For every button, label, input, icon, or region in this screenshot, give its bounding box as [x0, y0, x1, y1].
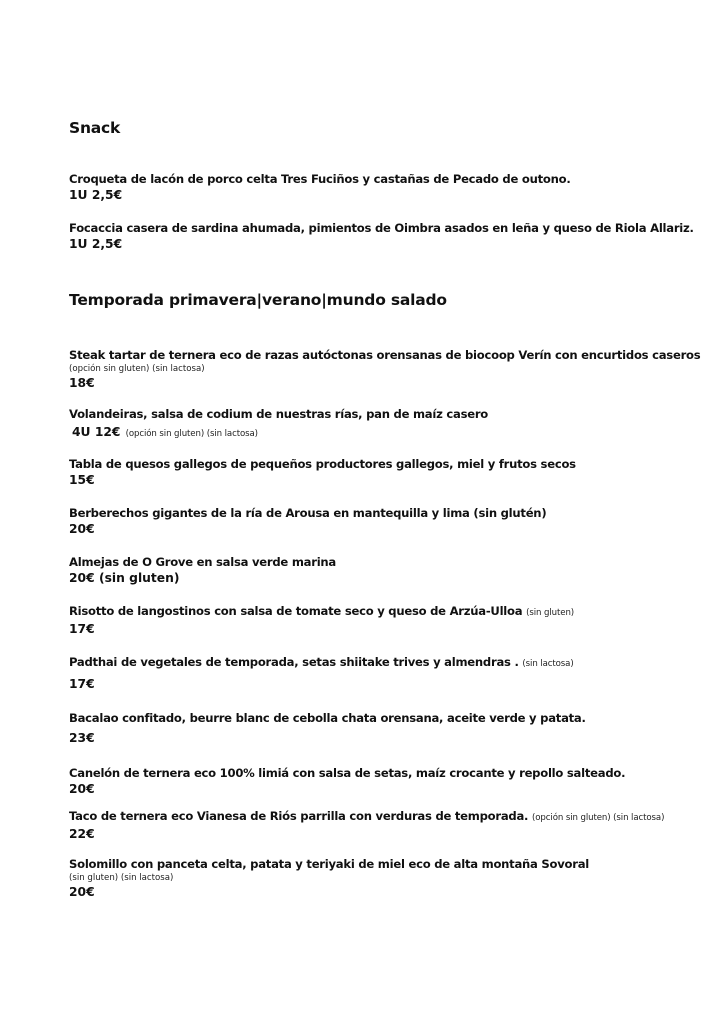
menu-item [69, 766, 714, 798]
menu-item [69, 221, 714, 253]
item-price: 1U 2,5€ [69, 188, 123, 202]
item-name: Berberechos gigantes de la ría de Arousa en mantequilla y lima (sin glutén) [69, 506, 547, 520]
item-name-line [69, 809, 714, 826]
item-price: 20€ (sin gluten) [69, 571, 180, 585]
menu-item [69, 857, 714, 901]
menu-item [69, 711, 714, 747]
menu-item [69, 604, 714, 638]
item-price: 4U 12€ [72, 425, 121, 439]
item-dietary-note: (sin gluten) [526, 608, 575, 618]
item-name: Almejas de O Grove en salsa verde marina [69, 555, 336, 569]
item-price: 20€ [69, 782, 95, 796]
item-name: Steak tartar de ternera eco de razas autóctonas orensanas de biocoop Verín con encurtidos caseros [69, 348, 701, 362]
section-title-temporada: Temporada primavera|verano|mundo salado [69, 291, 447, 309]
item-name: Tabla de quesos gallegos de pequeños productores gallegos, miel y frutos secos [69, 457, 576, 471]
menu-item [69, 809, 714, 843]
item-dietary-note: (opción sin gluten) (sin lactosa) [69, 364, 205, 374]
item-price: 23€ [69, 731, 95, 745]
item-name: Risotto de langostinos con salsa de tomate seco y queso de Arzúa-Ulloa [69, 604, 523, 618]
item-name: Volandeiras, salsa de codium de nuestras rías, pan de maíz casero [69, 407, 489, 421]
item-price: 18€ [69, 376, 95, 390]
item-price: 20€ [69, 885, 95, 899]
menu-item [69, 555, 714, 587]
item-price: 15€ [69, 473, 95, 487]
menu-item [69, 407, 714, 443]
item-dietary-note: (opción sin gluten) (sin lactosa) [125, 429, 258, 439]
item-name-line [69, 655, 714, 672]
item-price: 1U 2,5€ [69, 237, 123, 251]
item-name: Padthai de vegetales de temporada, setas shiitake trives y almendras . [69, 655, 519, 669]
item-name: Croqueta de lacón de porco celta Tres Fuciños y castañas de Pecado de outono. [69, 172, 571, 186]
item-name: Canelón de ternera eco 100% limiá con salsa de setas, maíz crocante y repollo salteado. [69, 766, 626, 780]
menu-item [69, 172, 714, 204]
item-price: 20€ [69, 522, 95, 536]
item-price-line [69, 422, 714, 443]
item-price: 17€ [69, 622, 95, 636]
menu-item [69, 457, 714, 489]
item-name: Bacalao confitado, beurre blanc de cebolla chata orensana, aceite verde y patata. [69, 711, 586, 725]
item-name: Focaccia casera de sardina ahumada, pimientos de Oimbra asados en leña y queso de Riola Allariz. [69, 221, 694, 235]
menu-item [69, 348, 714, 392]
item-price: 17€ [69, 677, 95, 691]
menu-item [69, 655, 714, 693]
item-name-line [69, 604, 714, 621]
item-name: Taco de ternera eco Vianesa de Riós parrilla con verduras de temporada. [69, 809, 529, 823]
item-price: 22€ [69, 827, 95, 841]
item-name: Solomillo con panceta celta, patata y teriyaki de miel eco de alta montaña Sovoral [69, 857, 589, 871]
section-title-snack: Snack [69, 119, 121, 137]
item-dietary-note: (sin gluten) (sin lactosa) [69, 873, 174, 883]
menu-item [69, 506, 714, 538]
item-dietary-note: (sin lactosa) [522, 659, 574, 669]
item-dietary-note: (opción sin gluten) (sin lactosa) [532, 813, 665, 823]
